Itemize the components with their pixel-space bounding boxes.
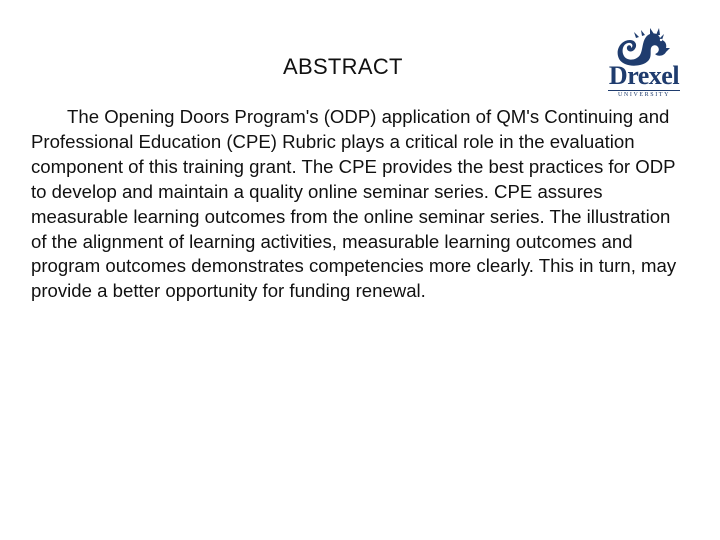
slide-title: ABSTRACT: [283, 54, 403, 79]
logo-subtitle: UNIVERSITY: [618, 92, 670, 98]
logo-wordmark: Drexel: [608, 61, 680, 90]
abstract-body: The Opening Doors Program's (ODP) application of QM's Continuing and Professional Education (CPE) Rubric plays a critical role in the evaluation component of this training grant. The CPE provides the best practices for ODP to develop and maintain a quality online seminar series. CPE assures measurable learning outcomes from the online seminar series. The illustration of the alignment of learning activities, measurable learning outcomes and program outcomes demonstrates competencies more clearly. This in turn, may provide a better opportunity for funding renewal.: [31, 106, 677, 302]
drexel-logo: [604, 26, 684, 102]
logo-divider: [608, 90, 680, 91]
